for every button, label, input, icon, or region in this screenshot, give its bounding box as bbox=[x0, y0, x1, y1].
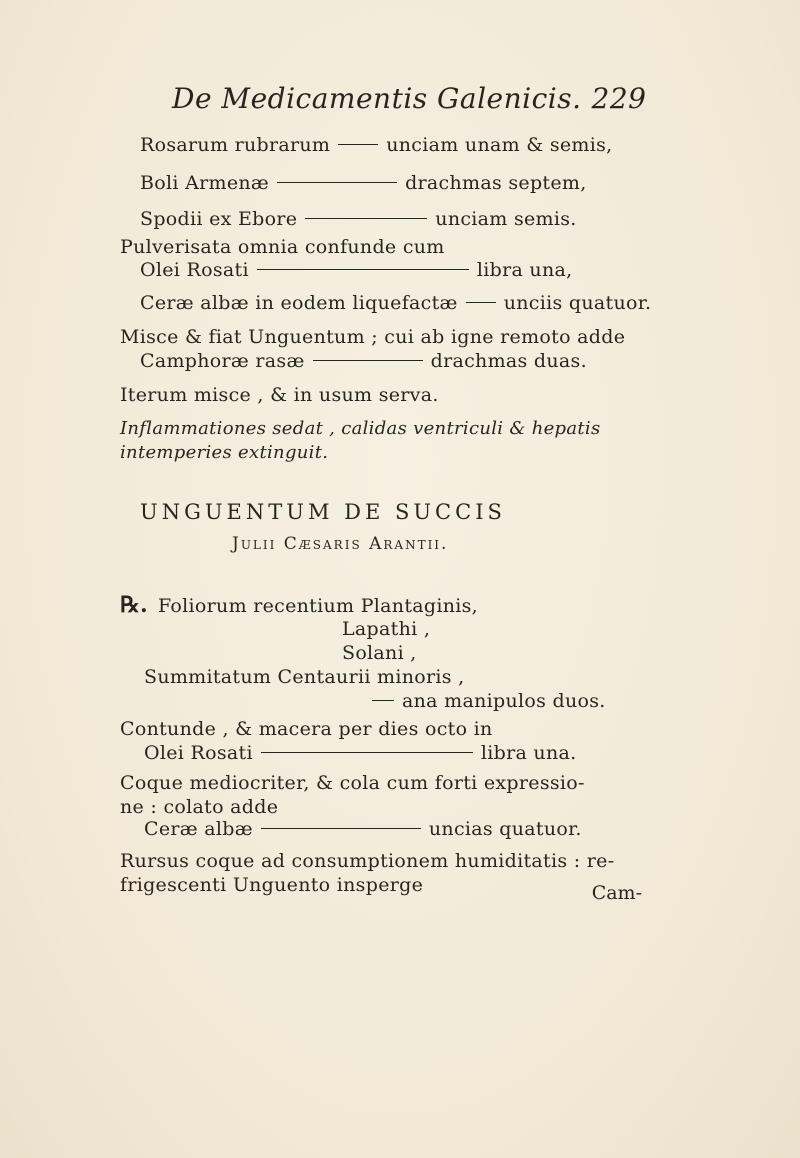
recipe-line-camphorae bbox=[140, 350, 587, 372]
ingredient-quantity: unciam semis. bbox=[435, 208, 577, 230]
ingredient-quantity: libra una, bbox=[476, 259, 573, 281]
header-title: De Medicamentis Galenicis. bbox=[172, 82, 582, 115]
ingredient-quantity: drachmas septem, bbox=[405, 172, 587, 194]
ingredient-name: Spodii ex Ebore bbox=[140, 208, 298, 230]
recipe-line-olei-rosati bbox=[144, 742, 576, 764]
recipe-instruction: frigescenti Unguento insperge bbox=[120, 874, 424, 896]
ingredient-name: Ceræ albæ bbox=[144, 818, 253, 840]
recipe-line-cerae bbox=[140, 292, 651, 314]
recipe-symbol: ℞. bbox=[120, 592, 148, 618]
ingredient-name: Solani , bbox=[342, 642, 417, 664]
ingredient-name: Ceræ albæ in eodem liquefactæ bbox=[140, 292, 458, 314]
recipe-line-foliorum bbox=[120, 592, 478, 618]
running-header bbox=[172, 82, 646, 115]
recipe-instruction: Coque mediocriter, & cola cum forti expressio- bbox=[120, 772, 585, 794]
ingredient-name: Rosarum rubrarum bbox=[140, 134, 331, 156]
ingredient-name: Boli Armenæ bbox=[140, 172, 270, 194]
ingredient-name: Camphoræ rasæ bbox=[140, 350, 305, 372]
recipe-instruction: Misce & fiat Unguentum ; cui ab igne remoto adde bbox=[120, 326, 626, 348]
catchword: Cam- bbox=[591, 882, 642, 904]
leader-dash bbox=[305, 218, 427, 219]
ingredient-quantity: libra una. bbox=[480, 742, 577, 764]
page-number: 229 bbox=[591, 82, 647, 115]
leader-dash bbox=[372, 700, 394, 701]
section-title: UNGUENTUM DE SUCCIS bbox=[140, 500, 506, 524]
leader-dash bbox=[466, 302, 496, 303]
ingredient-name: Lapathi , bbox=[342, 618, 431, 640]
ingredient-name: Foliorum recentium Plantaginis, bbox=[157, 595, 479, 617]
recipe-line-olei bbox=[140, 259, 572, 281]
recipe-instruction: Iterum misce , & in usum serva. bbox=[120, 384, 439, 406]
ingredient-name: Olei Rosati bbox=[140, 259, 249, 281]
recipe-line-rosarum bbox=[140, 134, 613, 156]
recipe-indication: intemperies extinguit. bbox=[120, 442, 329, 463]
leader-dash bbox=[257, 269, 469, 270]
ingredient-name: Summitatum Centaurii minoris , bbox=[144, 666, 465, 688]
leader-dash bbox=[313, 360, 423, 361]
recipe-line-spodii bbox=[140, 208, 577, 230]
recipe-line-boli bbox=[140, 172, 587, 194]
recipe-instruction: Contunde , & macera per dies octo in bbox=[120, 718, 493, 740]
ingredient-name: Olei Rosati bbox=[144, 742, 253, 764]
ingredient-quantity: unciis quatuor. bbox=[503, 292, 652, 314]
ingredient-quantity: uncias quatuor. bbox=[428, 818, 582, 840]
ingredient-quantity: unciam unam & semis, bbox=[386, 134, 613, 156]
section-author: Julii Cæsaris Arantii. bbox=[232, 534, 449, 554]
leader-dash bbox=[338, 144, 378, 145]
recipe-line-cerae-albae bbox=[144, 818, 582, 840]
recipe-instruction: ne : colato adde bbox=[120, 796, 279, 818]
ingredient-quantity: ana manipulos duos. bbox=[402, 690, 606, 712]
leader-dash bbox=[261, 752, 473, 753]
recipe-indication: Inflammationes sedat , calidas ventriculi & hepatis bbox=[120, 418, 601, 439]
recipe-line-ana bbox=[372, 690, 606, 712]
recipe-instruction: Pulverisata omnia confunde cum bbox=[120, 236, 445, 258]
ingredient-quantity: drachmas duas. bbox=[430, 350, 587, 372]
leader-dash bbox=[277, 182, 397, 183]
leader-dash bbox=[261, 828, 421, 829]
recipe-instruction: Rursus coque ad consumptionem humiditatis : re- bbox=[120, 850, 615, 872]
